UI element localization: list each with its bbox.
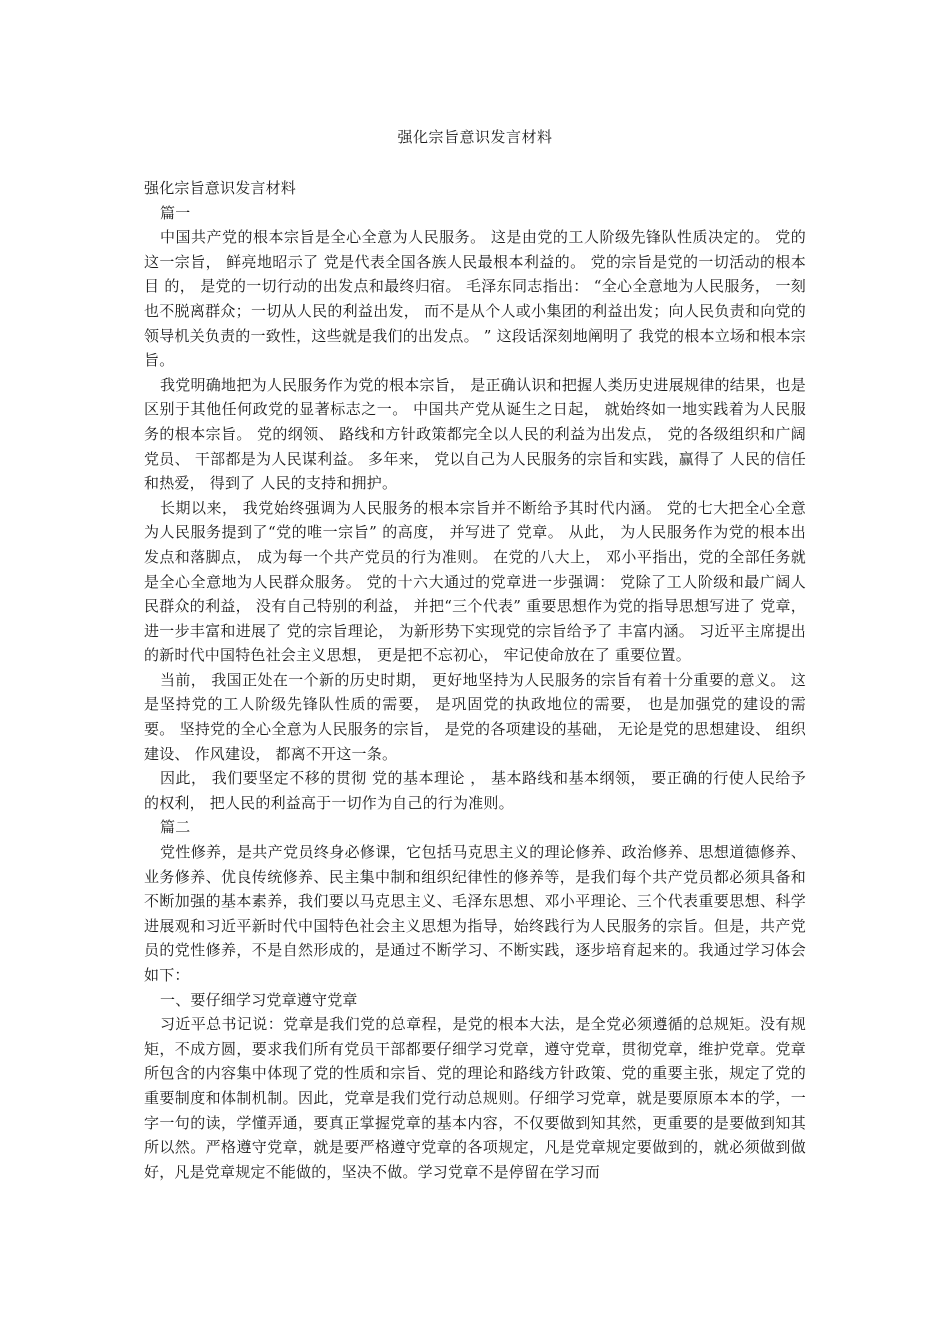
section-one-label: 篇一 [160,203,191,222]
document-body [144,176,806,1184]
section-one-paragraph-1: 中国共产党的根本宗旨是全心全意为人民服务。 这是由党的工人阶级先锋队性质决定的。 党的这一宗旨， 鲜亮地昭示了 党是代表全国各族人民最根本利益的。 党的宗旨是党的一切活动的根本目 的， 是党的一切行动的出发点和最终归宿。 毛泽东同志指出： “全心全意地为人民服务， 一刻也不脱离群众；一切从人民的利益出发， 而不是从个人或小集团的利益出发；向人民负责和向党的领导机关负责的一致性，这些就是我们的出发点。 ” 这段话深刻地阐明了 我党的根本立场和根本宗旨。 [144,228,806,370]
document-subtitle: 强化宗旨意识发言材料 [144,179,297,197]
document-title: 强化宗旨意识发言材料 [397,128,553,146]
section-two-label: 篇二 [160,818,191,837]
section-one-paragraph-5: 因此， 我们要坚定不移的贯彻 党的基本理论 ， 基本路线和基本纲领， 要正确的行使人民给予的权利， 把人民的利益高于一切作为自己的行为准则。 [144,769,806,812]
section-one-paragraph-4: 当前， 我国正处在一个新的历史时期， 更好地坚持为人民服务的宗旨有着十分重要的意义。 这是坚持党的工人阶级先锋队性质的需要， 是巩固党的执政地位的需要， 也是加强党的建设的需要。 坚持党的全心全意为人民服务的宗旨， 是党的各项建设的基础， 无论是党的思想建设、 组织建设、 作风建设， 都离不开这一条。 [144,670,806,763]
section-two-intro: 党性修养，是共产党员终身必修课，它包括马克思主义的理论修养、政治修养、思想道德修养、业务修养、优良传统修养、民主集中制和组织纪律性的修养等，是我们每个共产党员都必须具备和不断加强的基本素养，我们要以马克思主义、毛泽东思想、邓小平理论、三个代表重要思想、科学进展观和习近平新时代中国特色社会主义思想为指导，始终践行为人民服务的宗旨。但是，共产党员的党性修养，不是自然形成的，是通过不断学习、不断实践，逐步培育起来的。我通过学习体会如下： [144,843,806,984]
section-one-paragraph-2: 我党明确地把为人民服务作为党的根本宗旨， 是正确认识和把握人类历史进展规律的结果，也是区别于其他任何政党的显著标志之一。 中国共产党从诞生之日起， 就始终如一地实践着为人民服务的根本宗旨。 党的纲领、 路线和方针政策都完全以人民的利益为出发点， 党的各级组织和广阔党员、 干部都是为人民谋利益。 多年来， 党以自己为人民服务的宗旨和实践，赢得了 人民的信任和热爱， 得到了 人民的支持和拥护。 [144,375,806,493]
heading-one: 一、要仔细学习党章遵守党章 [160,990,358,1009]
section-one-paragraph-3: 长期以来， 我党始终强调为人民服务的根本宗旨并不断给予其时代内涵。 党的七大把全心全意为人民服务提到了“党的唯一宗旨” 的高度， 并写进了 党章。 从此， 为人民服务作为党的根本出发点和落脚点， 成为每一个共产党员的行为准则。 在党的八大上， 邓小平指出，党的全部任务就是全心全意地为人民群众服务。 党的十六大通过的党章进一步强调： 党除了工人阶级和最广阔人民群众的利益， 没有自己特别的利益， 并把“三个代表” 重要思想作为党的指导思想写进了 党章， 进一步丰富和进展了 党的宗旨理论， 为新形势下实现党的宗旨给予了 丰富内涵。 习近平主席提出的新时代中国特色社会主义思想， 更是把不忘初心， 牢记使命放在了 重要位置。 [144,498,806,665]
heading-one-paragraph: 习近平总书记说：党章是我们党的总章程，是党的根本大法，是全党必须遵循的总规矩。没有规矩，不成方圆，要求我们所有党员干部都要仔细学习党章，遵守党章，贯彻党章，维护党章。党章所包含的内容集中体现了党的性质和宗旨、党的理论和路线方针政策、党的重要主张，规定了党的重要制度和体制机制。因此，党章是我们党行动总规则。仔细学习党章，就是要原原本本的学，一字一句的读，学懂弄通，要真正掌握党章的基本内容，不仅要做到知其然，更重要的是要做到知其所以然。严格遵守党章，就是要严格遵守党章的各项规定，凡是党章规定要做到的，就必须做到做好，凡是党章规定不能做的，坚决不做。学习党章不是停留在学习而 [144,1015,806,1181]
